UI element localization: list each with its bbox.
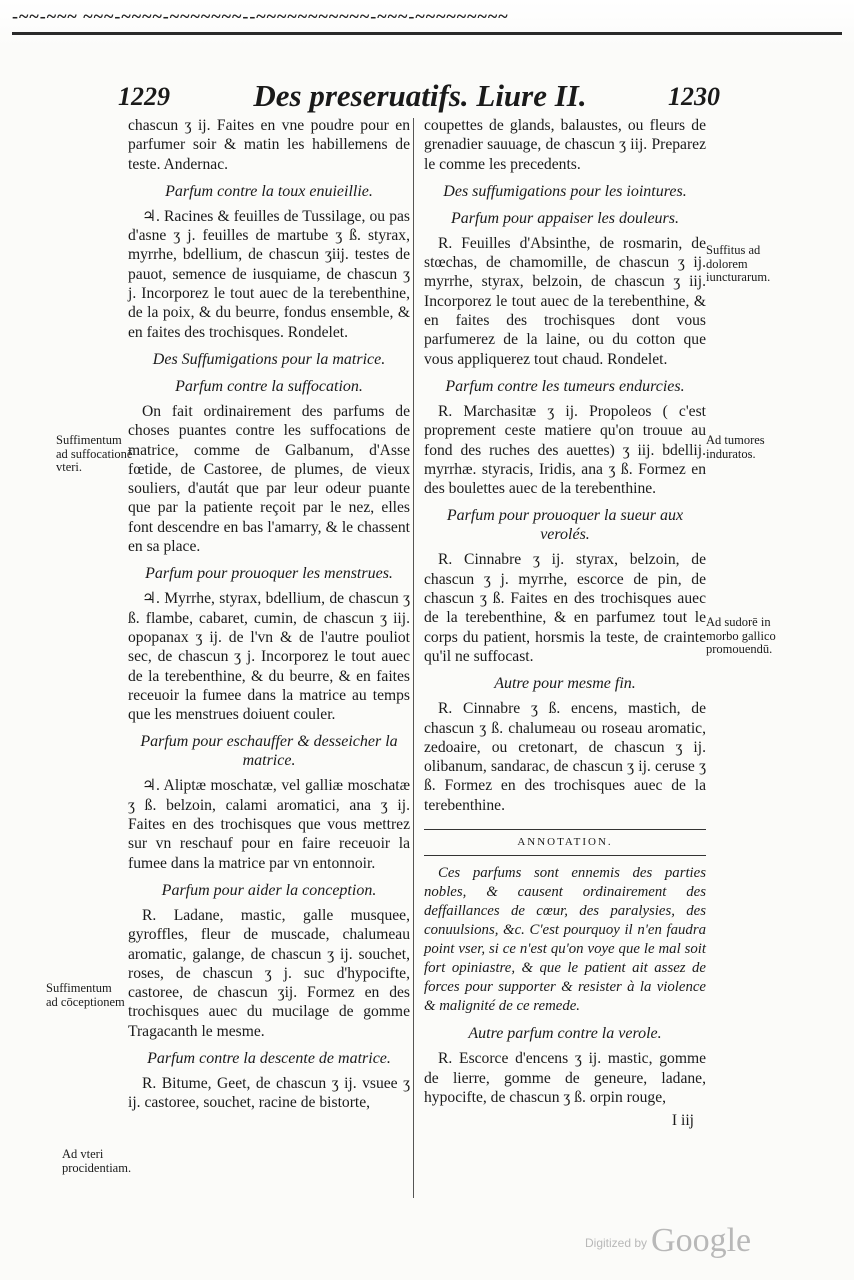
paragraph: R. Cinnabre ʒ ß. encens, mastich, de chascun ʒ ß. chalumeau ou roseau aromatic, zedoaire, ou cretonart, de chascun ʒ ij. olibanum, sandarac, de chascun ʒ ij. ceruse ʒ ß. Formez en des trochisques auec de la terebenthine. — [424, 700, 706, 814]
watermark-logo: Google — [651, 1222, 752, 1259]
section-heading: Parfum contre la descente de matrice. — [147, 1049, 391, 1067]
annotation-label: ANNOTATION. — [424, 829, 706, 856]
right-column — [424, 116, 706, 1135]
section-heading: Autre parfum contre la verole. — [468, 1025, 662, 1043]
column-divider — [413, 118, 414, 1198]
paragraph: R. Escorce d'encens ʒ ij. mastic, gomme de lierre, gomme de geneure, ladane, hypocifte, de chascun ʒ ß. orpin rouge, — [424, 1050, 706, 1106]
section-heading: Des Suffumigations pour la matrice. — [152, 350, 386, 368]
page-number-right: 1230 — [668, 82, 720, 111]
left-column — [128, 116, 410, 1117]
section-heading: Parfum pour appaiser les douleurs. — [451, 209, 679, 227]
paragraph: On fait ordinairement des parfums de choses puantes contre les suffocations de matrice, comme de Galbanum, d'Asse fœtide, de Castoree, de plumes, de vieux souliers, d'autát que par leur odeur puante que par la patiente reçoit par le nez, elles font descendre en bas l'amarry, & le chassent en sa place. — [128, 402, 410, 556]
margin-note-left: Ad vteri procidentiam. — [62, 1147, 132, 1175]
page-header — [100, 78, 740, 118]
section-heading: Des suffumigations pour les iointures. — [443, 182, 687, 200]
margin-note-right: Suffitus ad dolorem iuncturarum. — [706, 243, 771, 284]
section-heading: Parfum pour aider la conception. — [161, 881, 377, 899]
scan-header-strip: -~~-~~~ ~~~-~~~~-~~~~~~~--~~~~~~~~~~~-~~~-~~~~~~~~~ — [12, 6, 842, 35]
section-heading: Parfum contre les tumeurs endurcies. — [445, 377, 685, 395]
paragraph: R. Feuilles d'Absinthe, de rosmarin, de stœchas, de chamomille, de chascun ʒ ij. myrrhe, styrax, belzoin, de chascun ʒ iij. Incorporez le tout auec de la terebenthine, & en faites des trochisques dont vous parfumerez de la laine, ou du cotton que vous appliquerez tout chaud. Rondelet. — [424, 234, 706, 368]
google-watermark — [585, 1222, 845, 1262]
margin-note-left: Suffimentum ad cōceptionem — [46, 981, 125, 1009]
paragraph: R. Cinnabre ʒ ij. styrax, belzoin, de chascun ʒ j. myrrhe, escorce de pin, de chascun ʒ ß. Faites en des trochisques auec de la terebenthine, & en parfumez tout le corps du patient, horsmis la teste, de crainte qu'il ne suffocast. — [424, 551, 706, 665]
section-heading: Autre pour mesme fin. — [494, 675, 636, 693]
paragraph: R. Ladane, mastic, galle musquee, gyroffles, fleur de muscade, chalumeau aromatic, galange, de chascun ʒ ij. souchet, roses, de chascun ʒ j. suc d'hypocifte, castoree, de chascun ʒij. Formez en des trochisques auec du mucilage de gomme Tragacanth le mesme. — [128, 906, 410, 1040]
margin-note-left: Suffimentum ad suffocationē vteri. — [56, 433, 133, 474]
paragraph: chascun ʒ ij. Faites en vne poudre pour en parfumer soir & matin les habillemens de teste. Andernac. — [128, 117, 410, 173]
page-number-left: 1229 — [118, 82, 170, 111]
paragraph: ♃. Aliptæ moschatæ, vel galliæ moschatæ ʒ ß. belzoin, calami aromatici, ana ʒ ij. Faites en des trochisques que vous mettrez sur vn reschauf pour en faire receuoir la fumee dans la matrice par vn entonnoir. — [128, 777, 410, 872]
section-heading: Parfum pour prouoquer la sueur aux verolés. — [446, 507, 684, 544]
margin-note-right: Ad sudorē in morbo gallico promouendū. — [706, 615, 776, 656]
annotation-text: Ces parfums sont ennemis des parties nobles, & causent ordinairement des deffaillances de cœur, des paralysies, des conuulsions, &c. C'est pourquoy il n'en faudra point vser, si ce n'est qu'on voye que le mal soit fort opiniastre, & que le patient ait assez de forces pour supporter & resister à la violence & malignité de ce remede. — [424, 865, 706, 1015]
running-title: Des preseruatifs. Liure II. — [253, 78, 587, 113]
paragraph: R. Bitume, Geet, de chascun ʒ ij. vsuee ʒ ij. castoree, souchet, racine de bistorte, — [128, 1074, 410, 1112]
paragraph: R. Marchasitæ ʒ ij. Propoleos ( c'est proprement ceste matiere qu'on trouue au fond des ruches des auettes) ʒ iij. bdellij. myrrhæ. styracis, Iridis, ana ʒ ß. Formez en des boulettes auec de la terebenthine. — [424, 402, 706, 498]
paragraph: ♃. Myrrhe, styrax, bdellium, de chascun ʒ ß. flambe, cabaret, cumin, de chascun ʒ iij. opopanax ʒ ij. de l'vn & de l'autre pouliot sec, de chascun ʒ j. Incorporez le tout auec de la terebenthine, & du beurre, & en faites receuoir la fumee dans la matrice au temps que les menstrues doiuent couler. — [128, 590, 410, 724]
section-heading: Parfum contre la toux enuieillie. — [165, 182, 373, 200]
watermark-small: Digitized by — [585, 1236, 648, 1250]
signature-mark: I iij — [671, 1112, 694, 1130]
margin-note-right: Ad tumores induratos. — [706, 433, 765, 461]
section-heading: Parfum contre la suffocation. — [175, 377, 363, 395]
paragraph: coupettes de glands, balaustes, ou fleurs de grenadier sauuage, de chascun ʒ iij. Preparez le comme les precedents. — [424, 117, 706, 173]
paragraph: ♃. Racines & feuilles de Tussilage, ou pas d'asne ʒ j. feuilles de martube ʒ ß. styrax, myrrhe, bdellium, de chascun ʒiij. testes de pauot, semence de iusquiame, de chascun ʒ j. Incorporez le tout auec de la terebenthine, de la poix, & du beurre, fondus ensemble, & en faites des trochisques. Rondelet. — [128, 207, 410, 341]
section-heading: Parfum pour eschauffer & desseicher la matrice. — [140, 733, 398, 770]
section-heading: Parfum pour prouoquer les menstrues. — [145, 565, 393, 583]
